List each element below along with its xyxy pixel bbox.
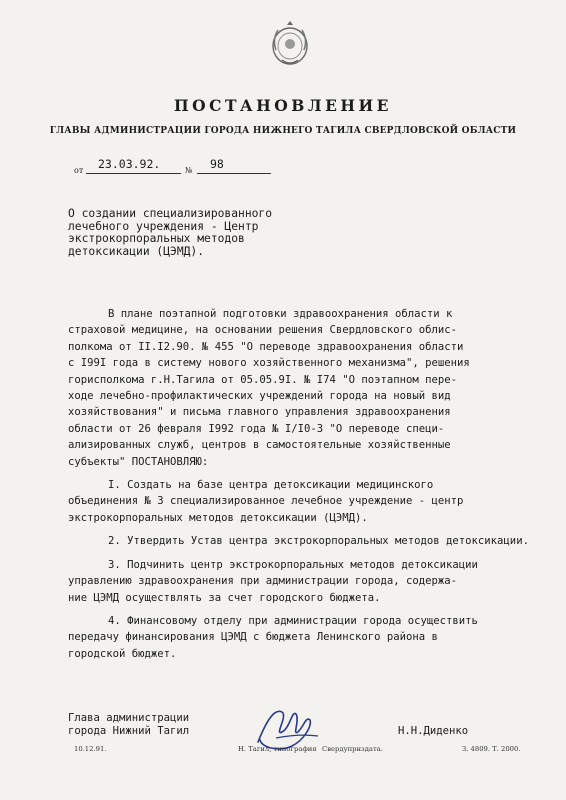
decree-item-line: управлению здравоохранения при администрации города, содержа- — [68, 575, 458, 588]
preamble-line: с I99I года в систему нового хозяйственного механизма", решения — [68, 357, 470, 370]
printer-info: Н. Тагил, типография — [238, 745, 317, 753]
decree-item-line: 3. Подчинить центр экстрокорпоральных методов детоксикации — [108, 558, 478, 571]
number-underline — [197, 173, 271, 174]
subject-line: О создании специализированного — [68, 207, 273, 220]
subject-line: экстрокорпоральных методов — [68, 232, 245, 245]
preamble-line: страховой медицине, на основании решения Свердловского облис- — [68, 324, 458, 337]
decree-item-line: объединения № 3 специализированное лечебное учреждение - центр — [68, 495, 464, 508]
coat-of-arms-emblem-icon — [268, 20, 312, 68]
preamble-line: В плане поэтапной подготовки здравоохранения области к — [108, 308, 453, 320]
decree-item-line: 4. Финансовому отделу при администрации города осуществить — [108, 614, 478, 627]
preamble-line: горисполкома г.Н.Тагила от 05.05.9I. № I74 "О поэтапном пере- — [68, 373, 458, 386]
preamble-line: ходе лечебно-профилактических учреждений города на новый вид — [68, 390, 451, 403]
document-date: 23.03.92. — [98, 157, 161, 171]
document-body — [68, 306, 538, 662]
decree-item-line: 2. Утвердить Устав центра экстрокорпоральных методов детоксикации. — [108, 535, 529, 548]
publisher-info: Свердупрнздата. — [322, 745, 383, 753]
decree-item-line: ние ЦЭМД осуществлять за счет городского бюджета. — [68, 591, 381, 604]
decree-item-line: передачу финансирования ЦЭМД с бюджета Ленинского района в — [68, 631, 438, 644]
preamble-line: субъекты" ПОСТАНОВЛЯЮ: — [68, 455, 209, 468]
print-code: З. 4809. Т. 2000. — [462, 745, 521, 753]
decree-item-line: I. Создать на базе центра детоксикации медицинского — [108, 479, 434, 492]
signatory-position-line: города Нижний Тагил — [68, 724, 190, 737]
preamble-line: хозяйствования" и письма главного управления здравоохранения — [68, 406, 451, 419]
document-subject — [68, 208, 328, 258]
preamble-line: области от 26 февраля I992 года № I/I0-3 "О переводе специ- — [68, 422, 445, 435]
date-underline — [86, 173, 181, 174]
print-date: 10.12.91. — [74, 745, 107, 753]
preamble-line: ализированных служб, центров в самостоятельные хозяйственные — [68, 439, 451, 452]
date-label: от — [74, 166, 84, 175]
signatory-position — [68, 712, 189, 737]
number-label: № — [185, 166, 193, 175]
document-title: ПОСТАНОВЛЕНИЕ — [173, 96, 392, 115]
preamble-line: полкома от II.I2.90. № 455 "О переводе здравоохранения области — [68, 340, 464, 353]
subject-line: детоксикации (ЦЭМД). — [68, 244, 205, 258]
decree-item-line: экстрокорпоральных методов детоксикации (ЦЭМД). — [68, 511, 368, 524]
date-number-line — [74, 157, 274, 177]
signatory-name: Н.Н.Диденко — [398, 725, 469, 737]
decree-item-line: городской бюджет. — [68, 647, 177, 660]
document-number: 98 — [210, 157, 224, 171]
signatory-position-line: Глава администрации — [68, 712, 190, 724]
document-issuer: ГЛАВЫ АДМИНИСТРАЦИИ ГОРОДА НИЖНЕГО ТАГИЛА СВЕРДЛОВСКОЙ ОБЛАСТИ — [49, 126, 517, 136]
subject-line: лечебного учреждения - Центр — [68, 219, 259, 233]
